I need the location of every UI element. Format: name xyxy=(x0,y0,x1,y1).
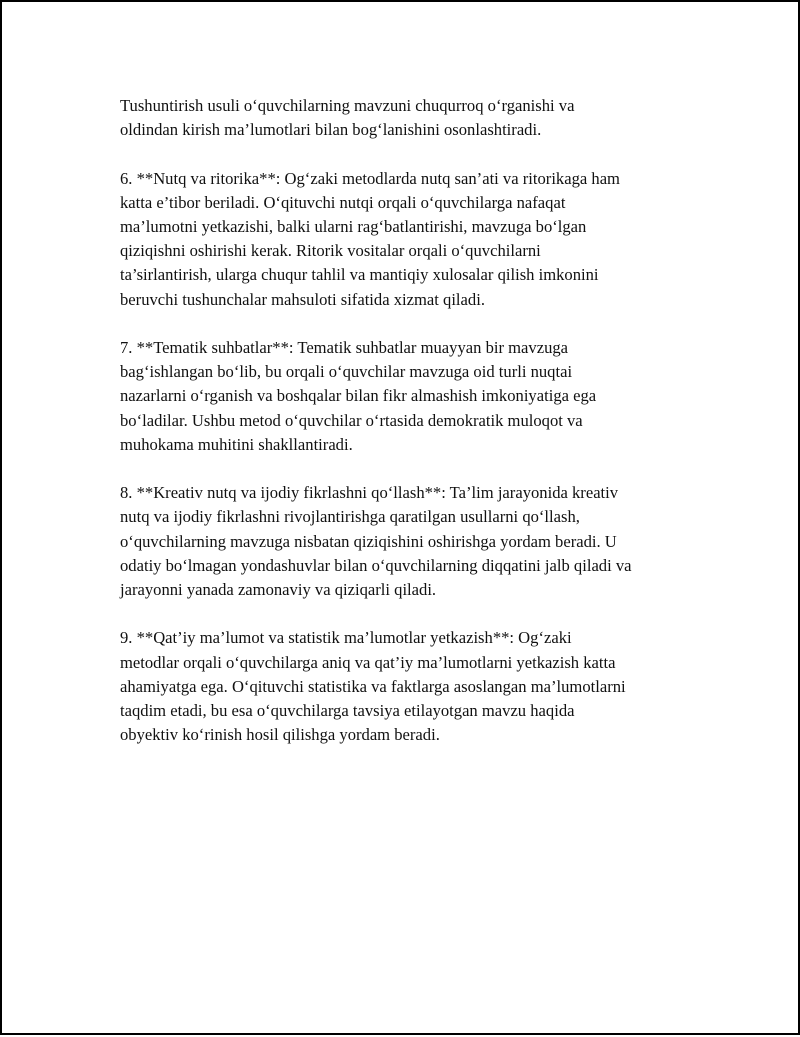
text-line: nazarlarni o‘rganish va boshqalar bilan fikr almashish imkoniyatiga ega xyxy=(120,386,597,406)
text-line: ma’lumotni yetkazishi, balki ularni rag‘batlantirishi, mavzuga bo‘lgan xyxy=(120,217,587,236)
paragraph-item-8 xyxy=(120,481,700,602)
text-line: 7. **Tematik suhbatlar**: Tematik suhbatlar muayyan bir mavzuga xyxy=(120,338,569,357)
text-line: 6. **Nutq va ritorika**: Og‘zaki metodlarda nutq san’ati va ritorikaga ham xyxy=(120,168,620,188)
document-body xyxy=(120,94,700,772)
text-line: muhokama muhitini shakllantiradi. xyxy=(120,434,353,454)
text-line: 9. **Qat’iy ma’lumot va statistik ma’lumotlar yetkazish**: Og‘zaki xyxy=(120,628,572,648)
text-line: nutq va ijodiy fikrlashni rivojlantirishga qaratilgan usullarni qo‘llash, xyxy=(120,507,580,527)
paragraph-item-9 xyxy=(120,626,700,747)
text-line: beruvchi tushunchalar mahsuloti sifatida xizmat qiladi. xyxy=(120,289,485,309)
paragraph-item-7 xyxy=(120,336,700,457)
text-line: Tushuntirish usuli o‘quvchilarning mavzuni chuqurroq o‘rganishi va xyxy=(120,96,575,115)
text-line: jarayonni yanada zamonaviy va qiziqarli qiladi. xyxy=(120,580,437,600)
text-line: taqdim etadi, bu esa o‘quvchilarga tavsiya etilayotgan mavzu haqida xyxy=(120,701,575,721)
text-line: obyektiv ko‘rinish hosil qilishga yordam beradi. xyxy=(120,725,440,745)
paragraph-item-6 xyxy=(120,167,700,312)
text-line: katta e’tibor beriladi. O‘qituvchi nutqi orqali o‘quvchilarga nafaqat xyxy=(120,192,566,212)
text-line: oldindan kirish ma’lumotlari bilan bog‘lanishini osonlashtiradi. xyxy=(120,120,542,140)
text-line: 8. **Kreativ nutq va ijodiy fikrlashni qo‘llash**: Ta’lim jarayonida kreativ xyxy=(120,483,619,503)
text-line: ta’sirlantirish, ularga chuqur tahlil va mantiqiy xulosalar qilish imkonini xyxy=(120,265,599,285)
text-line: bag‘ishlangan bo‘lib, bu orqali o‘quvchilar mavzuga oid turli nuqtai xyxy=(120,362,573,382)
paragraph-intro xyxy=(120,94,700,142)
text-line: bo‘ladilar. Ushbu metod o‘quvchilar o‘rtasida demokratik muloqot va xyxy=(120,410,583,430)
text-line: o‘quvchilarning mavzuga nisbatan qiziqishini oshirishga yordam beradi. U xyxy=(120,531,617,551)
text-line: metodlar orqali o‘quvchilarga aniq va qat’iy ma’lumotlarni yetkazish katta xyxy=(120,652,616,672)
text-line: qiziqishni oshirishi kerak. Ritorik vositalar orqali o‘quvchilarni xyxy=(120,241,541,261)
text-line: odatiy bo‘lmagan yondashuvlar bilan o‘quvchilarning diqqatini jalb qiladi va xyxy=(120,555,632,575)
text-line: ahamiyatga ega. O‘qituvchi statistika va faktlarga asoslangan ma’lumotlarni xyxy=(120,676,626,696)
